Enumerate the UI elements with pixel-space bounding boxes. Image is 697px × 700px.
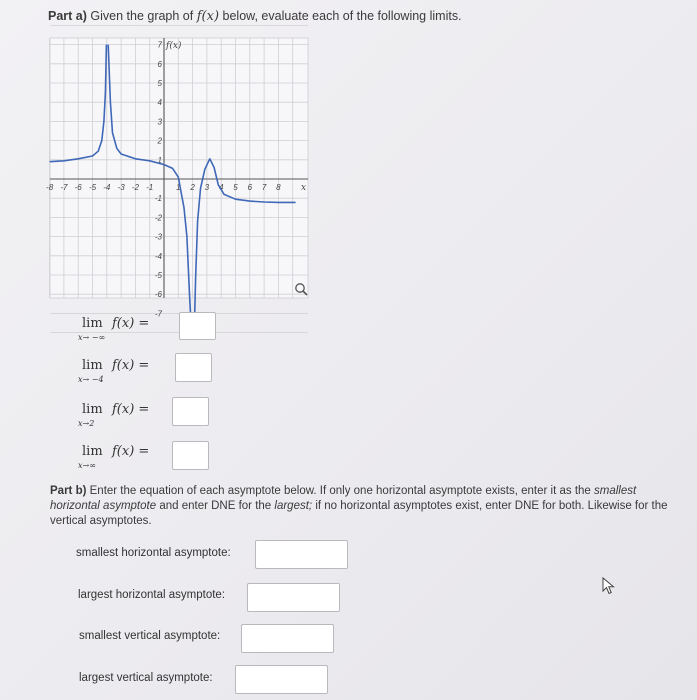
graph-background (50, 38, 308, 298)
part-b-text-2: and enter DNE for the (159, 500, 272, 512)
y-tick-label: -1 (154, 194, 162, 204)
x-tick-label: -4 (103, 183, 111, 192)
limit-expression: f(x) = (112, 316, 150, 331)
x-axis-label: x (301, 183, 307, 193)
asymptote-label: smallest vertical asymptote: (79, 630, 221, 642)
y-tick-label: -2 (154, 213, 162, 223)
y-tick-label: -5 (154, 271, 162, 280)
y-tick-label: 1 (157, 155, 162, 165)
x-tick-label: 4 (218, 183, 224, 192)
asymptote-label: largest vertical asymptote: (79, 672, 213, 684)
x-tick-label: -3 (117, 183, 125, 192)
mouse-cursor-icon (602, 577, 616, 595)
y-tick-label: 5 (157, 79, 162, 88)
limit-subscript: x→ −∞ (78, 333, 106, 342)
limit-word: lim (82, 444, 103, 459)
limit-answer-input[interactable] (179, 312, 216, 340)
part-b-text-1: Enter the equation of each asymptote below. If only one horizontal asymptote exists, enter it as the (89, 485, 591, 497)
part-a-func: f(x) (196, 9, 220, 24)
y-tick-label: -4 (154, 251, 162, 261)
x-tick-label: 3 (204, 183, 210, 192)
limit-subscript: x→ −4 (78, 375, 104, 384)
y-tick-label: -6 (154, 290, 162, 300)
limit-answer-input[interactable] (172, 441, 209, 470)
limit-expression: f(x) = (112, 358, 150, 373)
asymptote-label: smallest horizontal asymptote: (76, 547, 231, 559)
y-tick-label: 2 (157, 136, 162, 146)
asymptote-input[interactable] (235, 665, 328, 694)
limit-answer-input[interactable] (175, 353, 212, 382)
y-tick-label: 7 (157, 40, 162, 50)
part-a-text-after: below, evaluate each of the following limits. (222, 9, 462, 23)
x-tick-label: 6 (247, 183, 253, 192)
y-axis-label: f(x) (166, 41, 182, 51)
y-tick-label: 3 (157, 117, 162, 127)
limit-expression: f(x) = (112, 402, 150, 417)
x-tick-label: 2 (190, 183, 195, 192)
x-tick-label: -6 (74, 183, 82, 192)
x-tick-label: 5 (233, 183, 238, 192)
y-tick-label: 4 (157, 98, 162, 108)
x-tick-label: 1 (176, 183, 181, 192)
part-b-label: Part b) (50, 485, 87, 497)
asymptote-input[interactable] (241, 624, 334, 653)
y-tick-label: -7 (154, 309, 162, 319)
limit-word: lim (82, 316, 103, 331)
x-tick-label: -7 (60, 183, 68, 192)
limit-subscript: x→∞ (78, 461, 96, 470)
part-b-instructions (50, 484, 670, 529)
x-tick-label: -8 (46, 183, 54, 192)
x-tick-label: -2 (131, 183, 139, 192)
x-tick-label: 8 (276, 183, 281, 192)
asymptote-input[interactable] (255, 540, 348, 569)
x-tick-label: 7 (261, 183, 267, 192)
x-tick-label: -5 (88, 183, 97, 192)
part-b-text-3: if no horizontal asymptotes exist, enter DNE for both. Likewise for the vertical asymptotes. (50, 500, 668, 527)
part-a-label: Part a) (48, 9, 87, 23)
asymptote-label: largest horizontal asymptote: (78, 589, 226, 601)
y-tick-label: -3 (154, 232, 162, 242)
limit-answer-input[interactable] (172, 397, 209, 426)
y-tick-label: 6 (157, 59, 162, 69)
part-b-italic-1: smallest horizontal asymptote (50, 485, 637, 512)
limit-subscript: x→2 (78, 419, 95, 428)
part-a-text-before: Given the graph of (90, 9, 194, 23)
asymptote-input[interactable] (247, 583, 340, 612)
part-b-italic-2: largest; (274, 500, 313, 512)
limit-word: lim (82, 358, 103, 373)
limit-word: lim (82, 402, 103, 417)
x-tick-label: -1 (146, 183, 154, 192)
function-graph[interactable] (46, 38, 308, 319)
limit-expression: f(x) = (112, 444, 150, 459)
part-a-heading (48, 9, 462, 24)
